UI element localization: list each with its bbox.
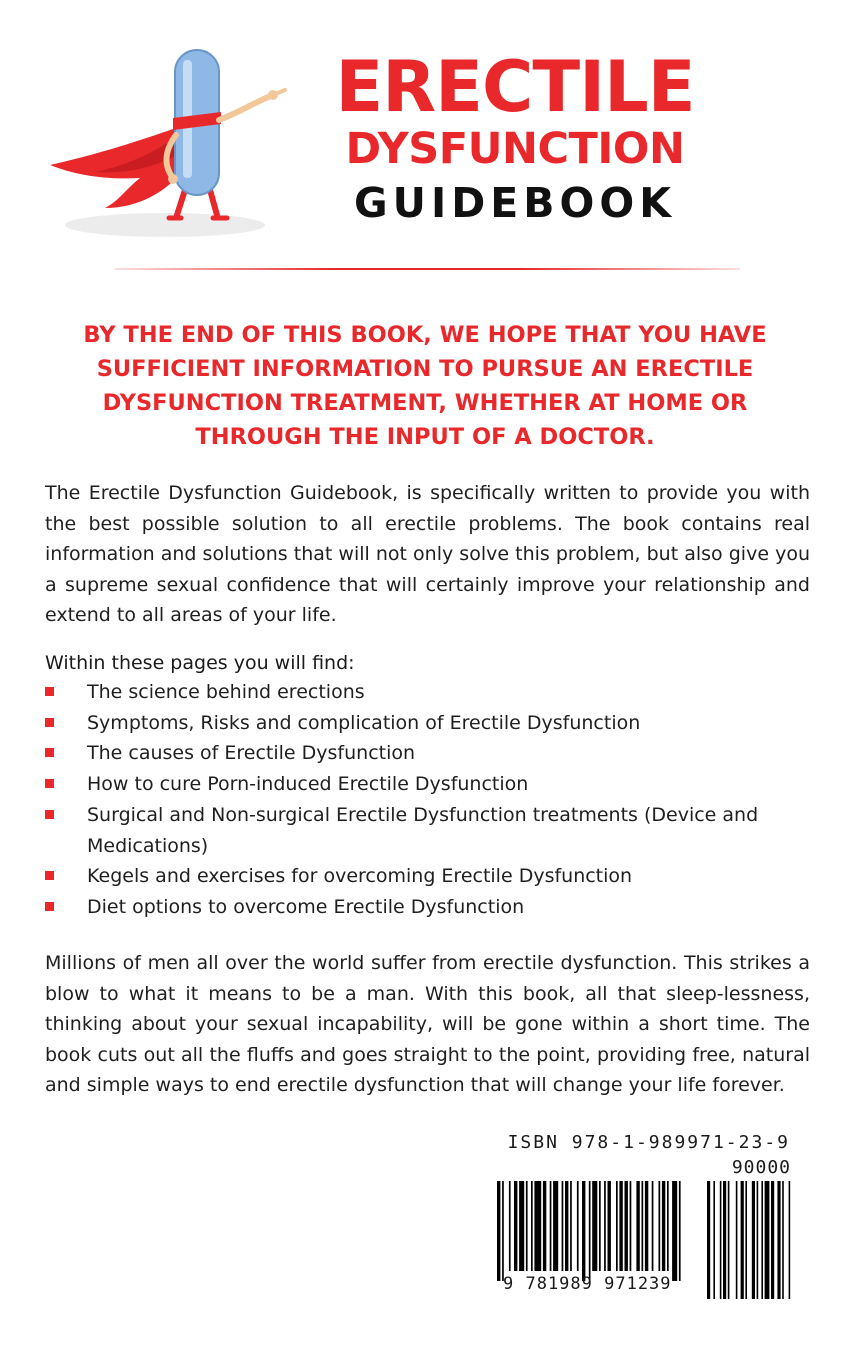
- barcode-bar: [531, 1181, 533, 1271]
- bullet-square-icon: [45, 810, 54, 819]
- book-title: [305, 46, 725, 227]
- list-item-text: Kegels and exercises for overcoming Erectile Dysfunction: [87, 865, 633, 888]
- pointing-arm: [219, 95, 273, 120]
- barcode-bar: [589, 1181, 591, 1281]
- barcode-bar: [582, 1181, 585, 1281]
- list-item-text: Symptoms, Risks and complication of Erectile Dysfunction: [87, 711, 641, 734]
- bullet-square-icon: [45, 718, 54, 727]
- addon-bar: [723, 1181, 726, 1299]
- addon-bars: [707, 1181, 790, 1299]
- bullet-square-icon: [45, 687, 54, 696]
- divider-line: [115, 268, 740, 270]
- barcode-bar: [497, 1181, 500, 1281]
- list-item: [45, 708, 810, 739]
- barcode-bar: [519, 1181, 524, 1271]
- barcode-bar: [526, 1181, 528, 1271]
- barcode-bar: [514, 1181, 517, 1271]
- list-intro: Within these pages you will find:: [45, 652, 355, 674]
- barcode-bar: [619, 1181, 622, 1271]
- isbn-label: ISBN 978-1-989971-23-9: [507, 1132, 790, 1153]
- addon-bar: [771, 1181, 774, 1299]
- bullet-square-icon: [45, 902, 54, 911]
- addon-bar: [752, 1181, 755, 1299]
- list-item-text: Surgical and Non-surgical Erectile Dysfunction treatments (Device and Medications): [87, 803, 759, 857]
- list-item: [45, 769, 810, 800]
- barcode-bar: [667, 1181, 669, 1271]
- addon-bar: [789, 1181, 791, 1299]
- barcode-bar: [679, 1181, 681, 1281]
- barcode-bar: [534, 1181, 541, 1271]
- barcode-bar: [565, 1181, 568, 1271]
- description-paragraph: The Erectile Dysfunction Guidebook, is specifically written to provide you with the best possible solution to all erectile problems. The book contains real information and solutions that will not only solve this problem, but also give you a supreme sexual confidence that will certainly improve your relationship and extend to all areas of your life.: [45, 482, 810, 626]
- ground-shadow: [65, 213, 265, 237]
- list-item: [45, 892, 810, 923]
- addon-bar: [707, 1181, 710, 1299]
- barcode-bar: [553, 1181, 558, 1271]
- barcode-bar: [570, 1181, 572, 1271]
- list-item-text: How to cure Porn-induced Erectile Dysfunction: [87, 773, 529, 796]
- barcode-bar: [642, 1181, 644, 1271]
- list-item-text: Diet options to overcome Erectile Dysfunction: [87, 895, 525, 918]
- title-line-erectile: ERECTILE: [335, 46, 695, 128]
- barcode-bar: [652, 1181, 654, 1271]
- barcode-bar: [502, 1181, 504, 1281]
- addon-bar: [741, 1181, 744, 1299]
- addon-bar: [782, 1181, 784, 1299]
- list-item: [45, 738, 810, 769]
- closing-paragraph: Millions of men all over the world suffer from erectile dysfunction. This strikes a blow to what it means to be a man. With this book, all that sleep-lessness, thinking about your sexual incapability, will be gone within a short time. The book cuts out all the fluffs and goes straight to the point, providing free, natural and simple ways to end erectile dysfunction that will change your life forever.: [45, 952, 810, 1096]
- barcode-bar: [604, 1181, 606, 1271]
- barcode-bar: [636, 1181, 639, 1271]
- addon-bar: [761, 1181, 763, 1299]
- barcode-bar: [672, 1181, 677, 1281]
- addon-bar: [728, 1181, 730, 1299]
- bullet-square-icon: [45, 748, 54, 757]
- addon-bar: [757, 1181, 759, 1299]
- addon-bar: [736, 1181, 738, 1299]
- barcode-bar: [630, 1181, 632, 1271]
- barcode-bar: [659, 1181, 661, 1271]
- barcode-bar: [509, 1181, 511, 1271]
- addon-bar: [720, 1181, 722, 1299]
- addon-bar: [777, 1181, 780, 1299]
- list-item: [45, 800, 810, 861]
- addon-bar: [765, 1181, 770, 1299]
- barcode-bar: [577, 1181, 579, 1271]
- list-item: [45, 861, 810, 892]
- bullet-square-icon: [45, 871, 54, 880]
- ean-digits: 9 781989 971239: [503, 1274, 672, 1294]
- barcode-bar: [616, 1181, 618, 1271]
- barcode-bar: [543, 1181, 546, 1271]
- barcode-bar: [599, 1181, 601, 1271]
- barcode-bar: [608, 1181, 611, 1271]
- tagline: BY THE END OF THIS BOOK, WE HOPE THAT YOU HAVE SUFFICIENT INFORMATION TO PURSUE AN ERECTILE DYSFUNCTION TREATMENT, WHETHER AT HOME OR THROUGH THE INPUT OF A DOCTOR.: [83, 322, 767, 450]
- barcode-bar: [592, 1181, 597, 1271]
- ean-bars: [497, 1181, 681, 1281]
- list-item-text: The causes of Erectile Dysfunction: [87, 742, 416, 765]
- barcode-bar: [625, 1181, 628, 1271]
- contents-list: [45, 677, 810, 923]
- bullet-square-icon: [45, 779, 54, 788]
- price-code: 90000: [731, 1157, 791, 1178]
- barcode-bar: [662, 1181, 665, 1271]
- list-item: [45, 677, 810, 708]
- addon-bar: [745, 1181, 747, 1299]
- barcode-bar: [550, 1181, 552, 1271]
- barcode-bar: [562, 1181, 564, 1271]
- title-line-guidebook: GUIDEBOOK: [354, 179, 676, 227]
- barcode-bar: [645, 1181, 648, 1271]
- title-line-dysfunction: DYSFUNCTION: [345, 124, 685, 174]
- list-item-text: The science behind erections: [87, 681, 365, 703]
- addon-bar: [713, 1181, 715, 1299]
- superhero-pill-illustration: [45, 40, 295, 240]
